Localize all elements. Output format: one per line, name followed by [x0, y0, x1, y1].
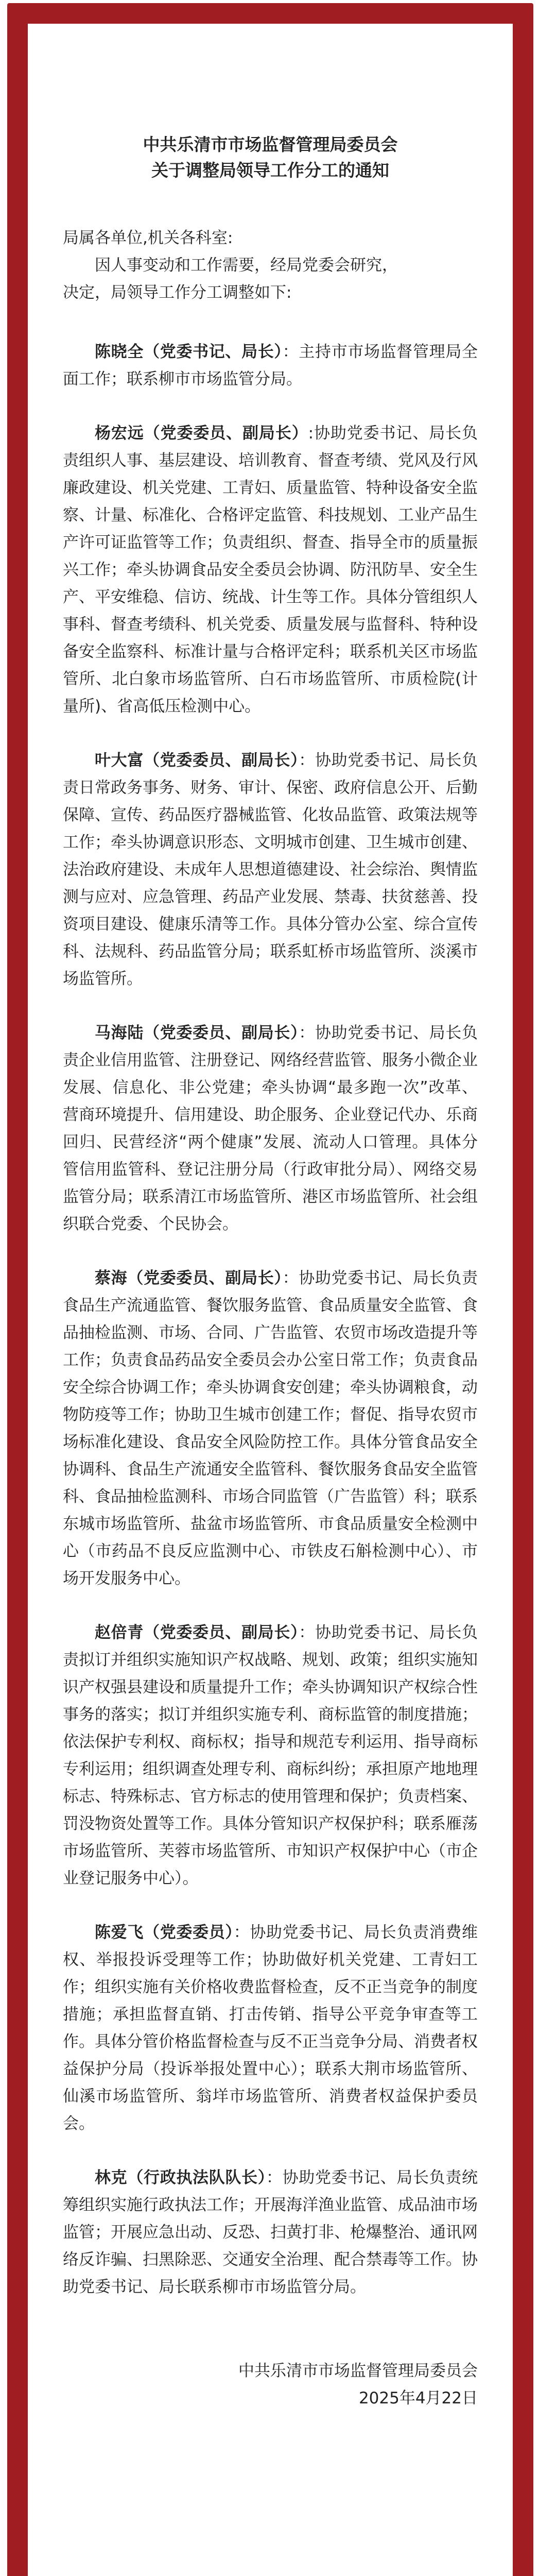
official-name: 马海陆（党委委员、副局长） [95, 1024, 299, 1042]
official-name: 陈爱飞（党委委员） [95, 1923, 234, 1942]
duty-entry [63, 1265, 478, 1592]
duty-entry [63, 1619, 478, 1892]
duty-description: ：协助党委书记、局长负责企业信用监管、注册登记、网络经营监管、服务小微企业发展、信息化、非公党建；牵头协调“最多跑一次”改革、营商环境提升、信用建设、助企服务、企业登记代办、乐商回归、民营经济“两个健康”发展、流动人口管理。具体分管信用监管科、登记注册分局（行政审批分局）、网络交易监管分局；联系清江市场监管所、港区市场监管所、社会组织联合党委、个民协会。 [63, 1024, 478, 1233]
official-name: 叶大富（党委委员、副局长） [95, 751, 299, 770]
duty-entry [63, 747, 478, 993]
notice-intro-line-2: 决定，局领导工作分工调整如下: [63, 283, 292, 302]
duty-description: ：协助党委书记、局长负责统筹组织实施行政执法工作；开展海洋渔业监管、成品油市场监管；开展应急出动、反恐、扫黄打非、枪爆整治、通讯网络反诈骗、扫黑除恶、交通安全治理、配合禁毒等工作。协助党委书记、局长联系柳市市场监管分局。 [63, 2168, 478, 2296]
official-name: 赵倍青（党委委员、副局长） [95, 1623, 299, 1642]
document-body [28, 24, 513, 2412]
duty-description: ：协助党委书记、局长负责食品生产流通监管、餐饮服务监管、食品质量安全监管、食品抽检监测、市场、合同、广告监管、农贸市场改造提升等工作；负责食品药品安全委员会办公室日常工作；负责食品安全综合协调工作；牵头协调食安创建；牵头协调粮食，动物防疫等工作；协助卫生城市创建工作；督促、指导农贸市场标准化建设、食品安全风险防控工作。具体分管食品安全协调科、食品生产流通安全监管科、餐饮服务食品安全监管科、食品抽检监测科、市场合同监管（广告监管）科；联系东城市场监管所、盐盆市场监管所、市食品质量安全检测中心（市药品不良反应监测中心、市铁皮石斛检测中心）、市场开发服务中心。 [63, 1269, 478, 1588]
duty-description: ：协助党委书记、局长负责拟订并组织实施知识产权战略、规划、政策；组织实施知识产权强县建设和质量提升工作；牵头协调知识产权综合性事务的落实；拟订并组织实施专利、商标监管的制度措施；依法保护专利权、商标权；指导和规范专利运用、指导商标专利运用；组织调查处理专利、商标纠纷；承担原产地地理标志、特殊标志、官方标志的使用管理和保护；负责档案、罚没物资处置等工作。具体分管知识产权保护科；联系雁荡市场监管所、芙蓉市场监管所、市知识产权保护中心（市企业登记服务中心）。 [63, 1623, 478, 1888]
notice-title-line-2: 关于调整局领导工作分工的通知 [151, 160, 389, 180]
document-frame [7, 3, 533, 2576]
document-paper [28, 24, 513, 2576]
issuing-organization: 中共乐清市市场监督管理局委员会 [238, 2362, 478, 2380]
duty-description: ：协助党委书记、局长负责消费维权、举报投诉受理等工作；协助做好机关党建、工青妇工作；组织实施有关价格收费监督检查，反不正当竞争的制度措施；承担监督直销、打击传销、指导公平竞争审查等工作。具体分管价格监督检查与反不正当竞争分局、消费者权益保护分局（投诉举报处置中心）；联系大荆市场监管所、仙溪市场监管所、翁垟市场监管所、消费者权益保护委员会。 [63, 1923, 478, 2133]
official-name: 林克（行政执法队队长） [95, 2168, 266, 2187]
duty-entry [63, 338, 478, 393]
official-name: 蔡海（党委委员、副局长） [95, 1269, 283, 1287]
duty-description: ：协助党委书记、局长负责日常政务事务、财务、审计、保密、政府信息公开、后勤保障、宣传、药品医疗器械监管、化妆品监管、政策法规等工作；牵头协调意识形态、文明城市创建、卫生城市创建、法治政府建设、未成年人思想道德建设、社会综治、舆情监测与应对、应急管理、药品产业发展、禁毒、扶贫慈善、投资项目建设、健康乐清等工作。具体分管办公室、综合宣传科、法规科、药品监管分局；联系虹桥市场监管所、淡溪市场监管所。 [63, 751, 478, 988]
notice-recipients: 局属各单位,机关各科室: [63, 229, 233, 247]
duty-entry [63, 2164, 478, 2301]
official-name: 陈晓全（党委书记、局长） [95, 343, 283, 361]
duty-entry [63, 420, 478, 720]
duty-description: :协助党委书记、局长负责组织人事、基层建设、培训教育、督查考绩、党风及行风廉政建设、机关党建、工青妇、质量监管、特种设备安全监察、计量、标准化、合格评定监管、科技规划、工业产品生产许可证监管等工作；负责组织、督查、指导全市的质量振兴工作；牵头协调食品安全委员会协调、防汛防旱、安全生产、平安维稳、信访、统战、计生等工作。具体分管组织人事科、督查考绩科、机关党委、质量发展与监督科、特种设备安全监察科、标准计量与合格评定科；联系机关区市场监管所、北白象市场监管所、白石市场监管所、市质检院(计量所)、省高低压检测中心。 [63, 424, 478, 716]
official-name: 杨宏远（党委委员、副局长） [95, 424, 308, 443]
duty-entry [63, 1919, 478, 2138]
issue-date: 2025年4月22日 [358, 2389, 478, 2408]
duty-description: ：主持市市场监督管理局全面工作；联系柳市市场监管分局。 [63, 343, 478, 388]
signature-block [63, 2358, 478, 2412]
notice-title-line-1: 中共乐清市市场监督管理局委员会 [143, 134, 398, 155]
notice-intro-line-1: 因人事变动和工作需要，经局党委会研究， [95, 256, 398, 275]
duty-entry [63, 1020, 478, 1238]
